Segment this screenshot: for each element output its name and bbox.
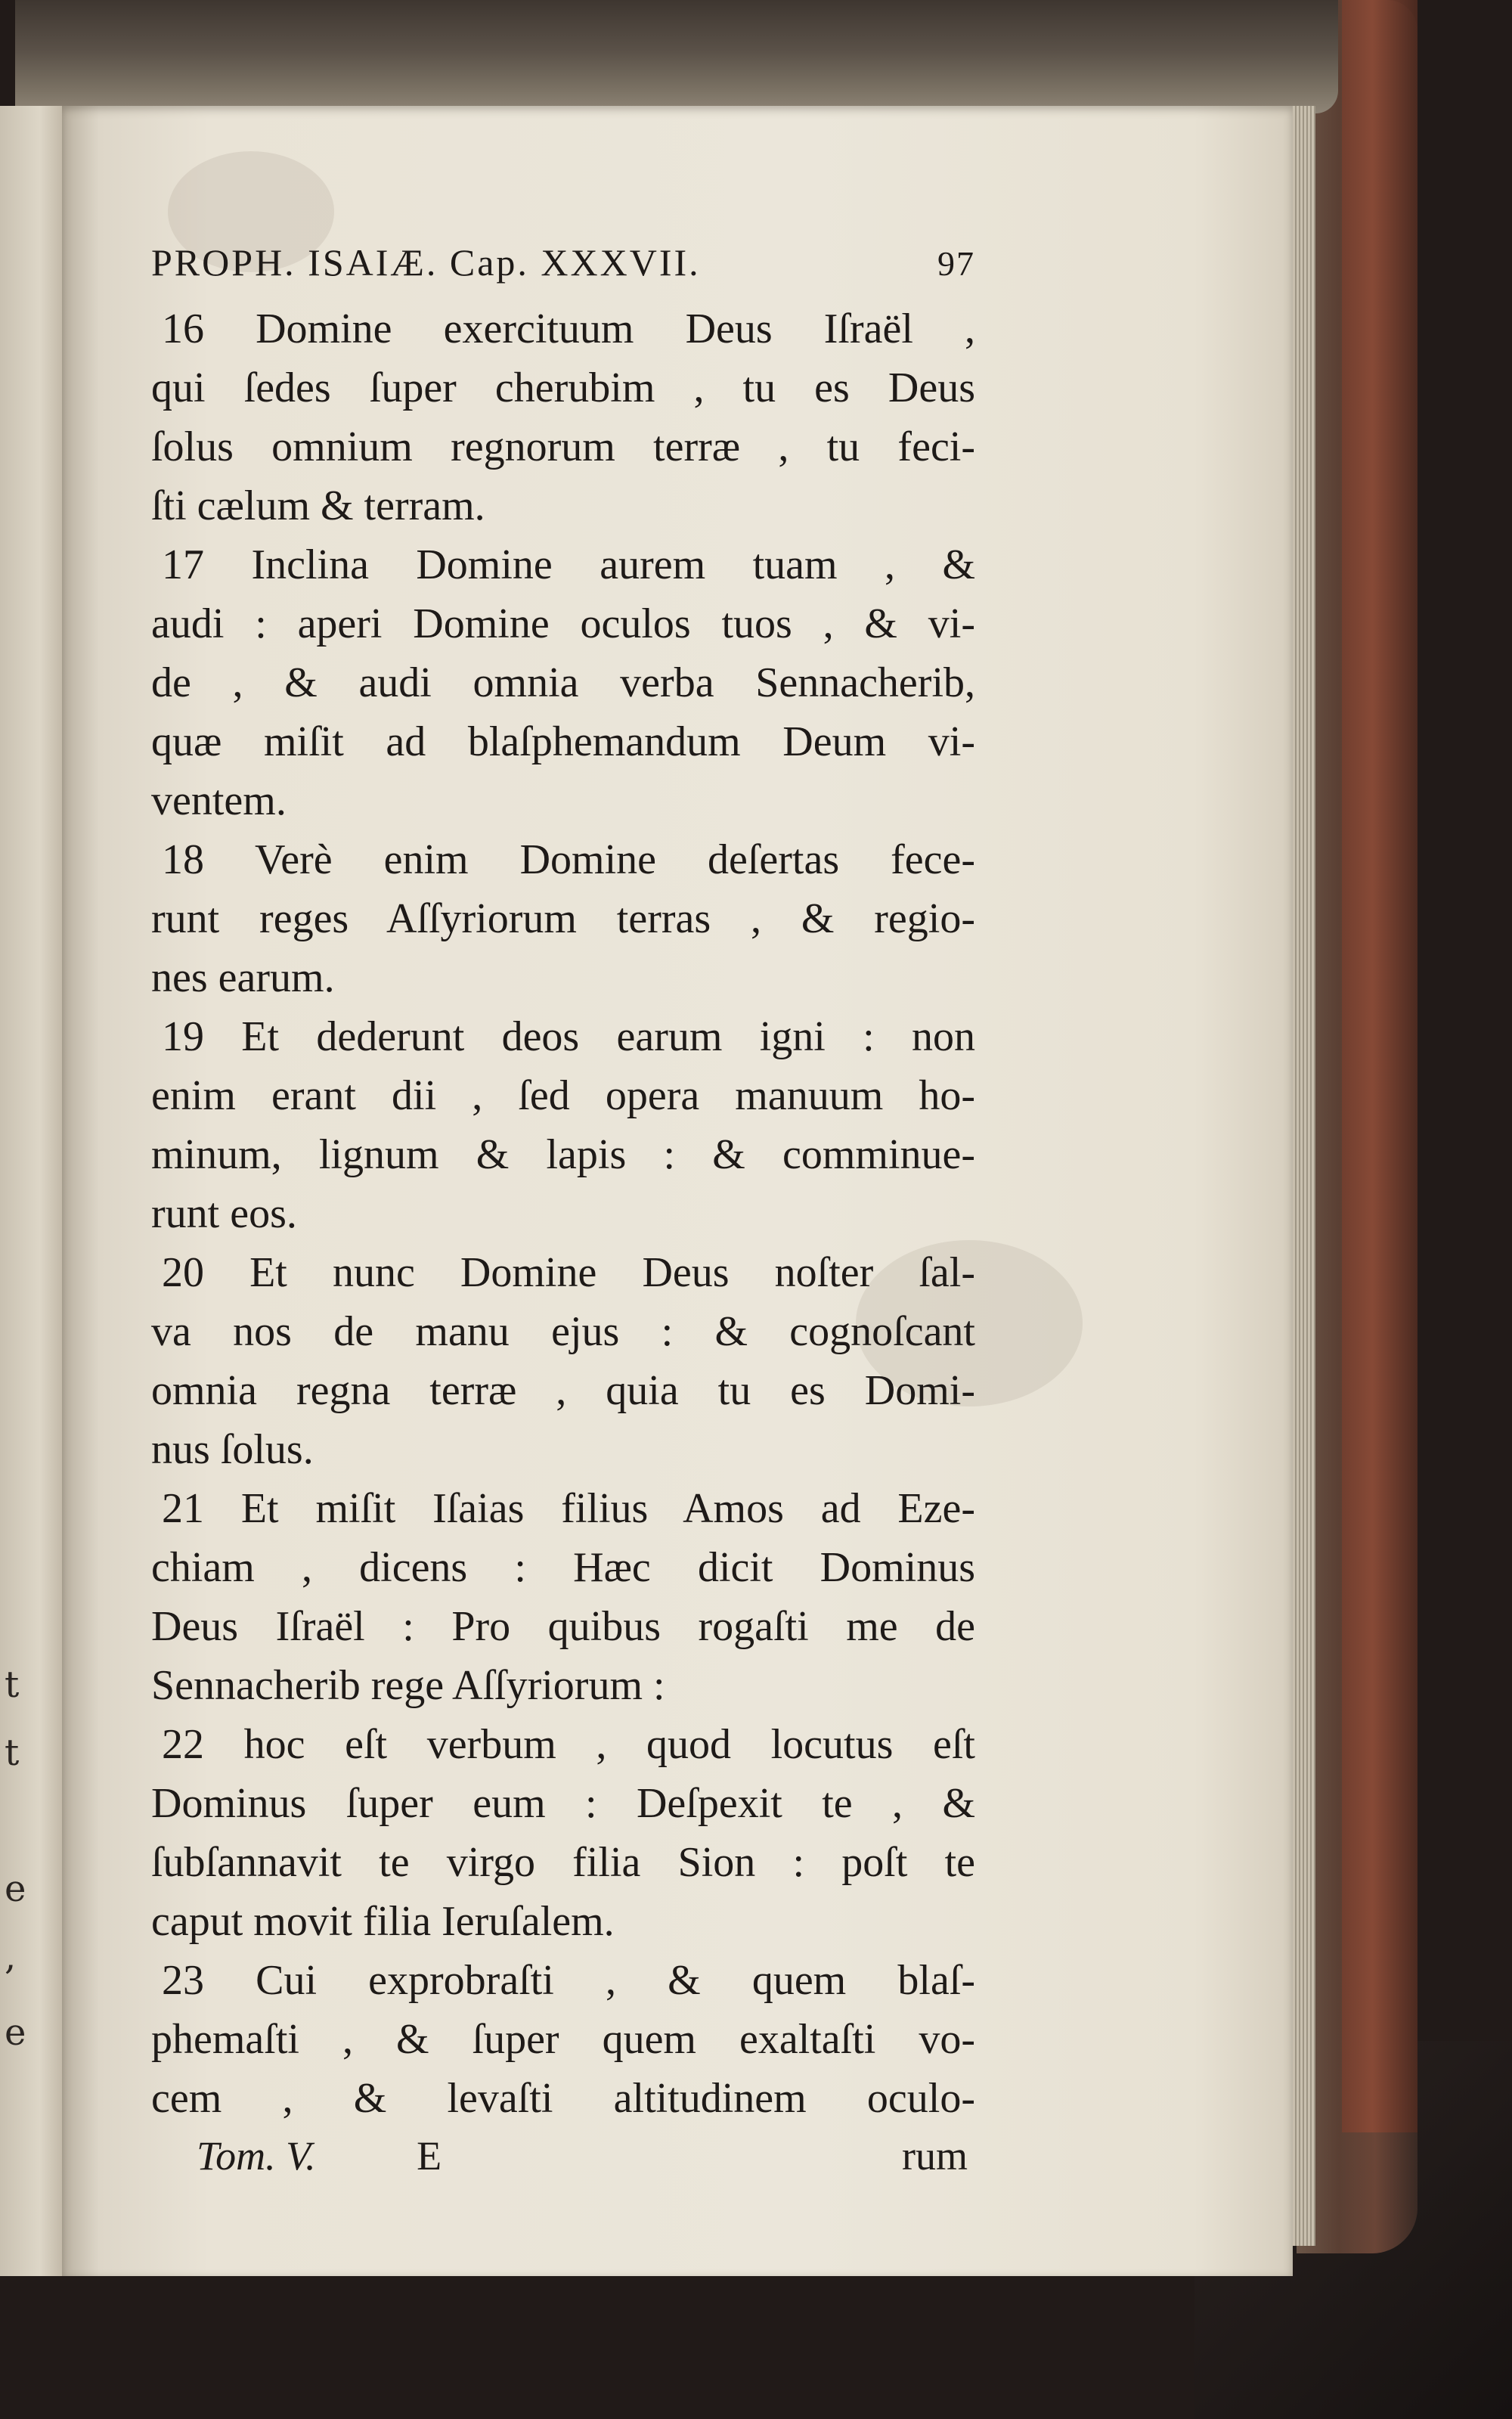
- text-line: qui ſedes ſuper cherubim , tu es Deus: [151, 364, 975, 411]
- left-page-fragment: t: [5, 1732, 20, 1774]
- text-line: ſubſannavit te virgo filia Sion : poſt te: [151, 1839, 975, 1886]
- running-header: [151, 240, 975, 293]
- text-line: runt reges Aſſyriorum terras , & regio-: [151, 895, 975, 942]
- text-line: caput movit filia Ieruſalem.: [151, 1898, 615, 1945]
- text-line: ventem.: [151, 777, 287, 824]
- left-page-edge: [0, 106, 72, 2276]
- running-title: PROPH. ISAIÆ. Cap. XXXVII.: [151, 241, 701, 284]
- catchword: rum: [902, 2133, 968, 2179]
- signature-mark: E: [417, 2133, 442, 2179]
- page-footer: [151, 2132, 975, 2193]
- text-line: runt eos.: [151, 1190, 297, 1237]
- text-line: chiam , dicens : Hæc dicit Dominus: [151, 1544, 975, 1591]
- text-line: 21 Et miſit Iſaias filius Amos ad Eze-: [162, 1485, 975, 1532]
- page-text-block: [151, 240, 975, 2193]
- text-line: 20 Et nunc Domine Deus noſter ſal-: [162, 1249, 975, 1296]
- left-page-fragment: e: [5, 1868, 26, 1910]
- text-line: 23 Cui exprobraſti , & quem blaſ-: [162, 1957, 975, 2004]
- page-number: 97: [937, 244, 975, 283]
- book-cover-leather: [1342, 0, 1418, 2132]
- left-page-fragment: e: [5, 2011, 26, 2054]
- text-line: va nos de manu ejus : & cognoſcant: [151, 1308, 975, 1355]
- text-line: omnia regna terræ , quia tu es Domi-: [151, 1367, 975, 1414]
- text-line: nes earum.: [151, 954, 335, 1001]
- text-line: de , & audi omnia verba Sennacherib,: [151, 659, 975, 706]
- text-line: audi : aperi Domine oculos tuos , & vi-: [151, 600, 975, 647]
- text-line: Dominus ſuper eum : Deſpexit te , &: [151, 1780, 975, 1827]
- volume-signature: Tom. V.: [197, 2133, 316, 2179]
- text-line: phemaſti , & ſuper quem exaltaſti vo-: [151, 2016, 975, 2063]
- text-line: 22 hoc eſt verbum , quod locutus eſt: [162, 1721, 975, 1768]
- text-line: nus ſolus.: [151, 1426, 314, 1473]
- book-top-edge: [15, 0, 1338, 113]
- text-line: cem , & levaſti altitudinem oculo-: [151, 2075, 975, 2122]
- left-page-fragment: ,: [5, 1936, 17, 1978]
- text-line: 18 Verè enim Domine deſertas fece-: [162, 836, 975, 883]
- text-line: 19 Et dederunt deos earum igni : non: [162, 1013, 975, 1060]
- text-line: quæ miſit ad blaſphemandum Deum vi-: [151, 718, 975, 765]
- text-line: 16 Domine exercituum Deus Iſraël ,: [162, 305, 975, 352]
- text-line: Deus Iſraël : Pro quibus rogaſti me de: [151, 1603, 975, 1650]
- text-line: ſti cælum & terram.: [151, 482, 485, 529]
- verse-lines: [151, 299, 975, 2128]
- text-line: Sennacherib rege Aſſyriorum :: [151, 1662, 665, 1709]
- text-line: enim erant dii , ſed opera manuum ho-: [151, 1072, 975, 1119]
- text-line: 17 Inclina Domine aurem tuam , &: [162, 541, 975, 588]
- text-line: ſolus omnium regnorum terræ , tu feci-: [151, 423, 975, 470]
- text-line: minum, lignum & lapis : & comminue-: [151, 1131, 975, 1178]
- left-page-fragment: t: [5, 1664, 20, 1706]
